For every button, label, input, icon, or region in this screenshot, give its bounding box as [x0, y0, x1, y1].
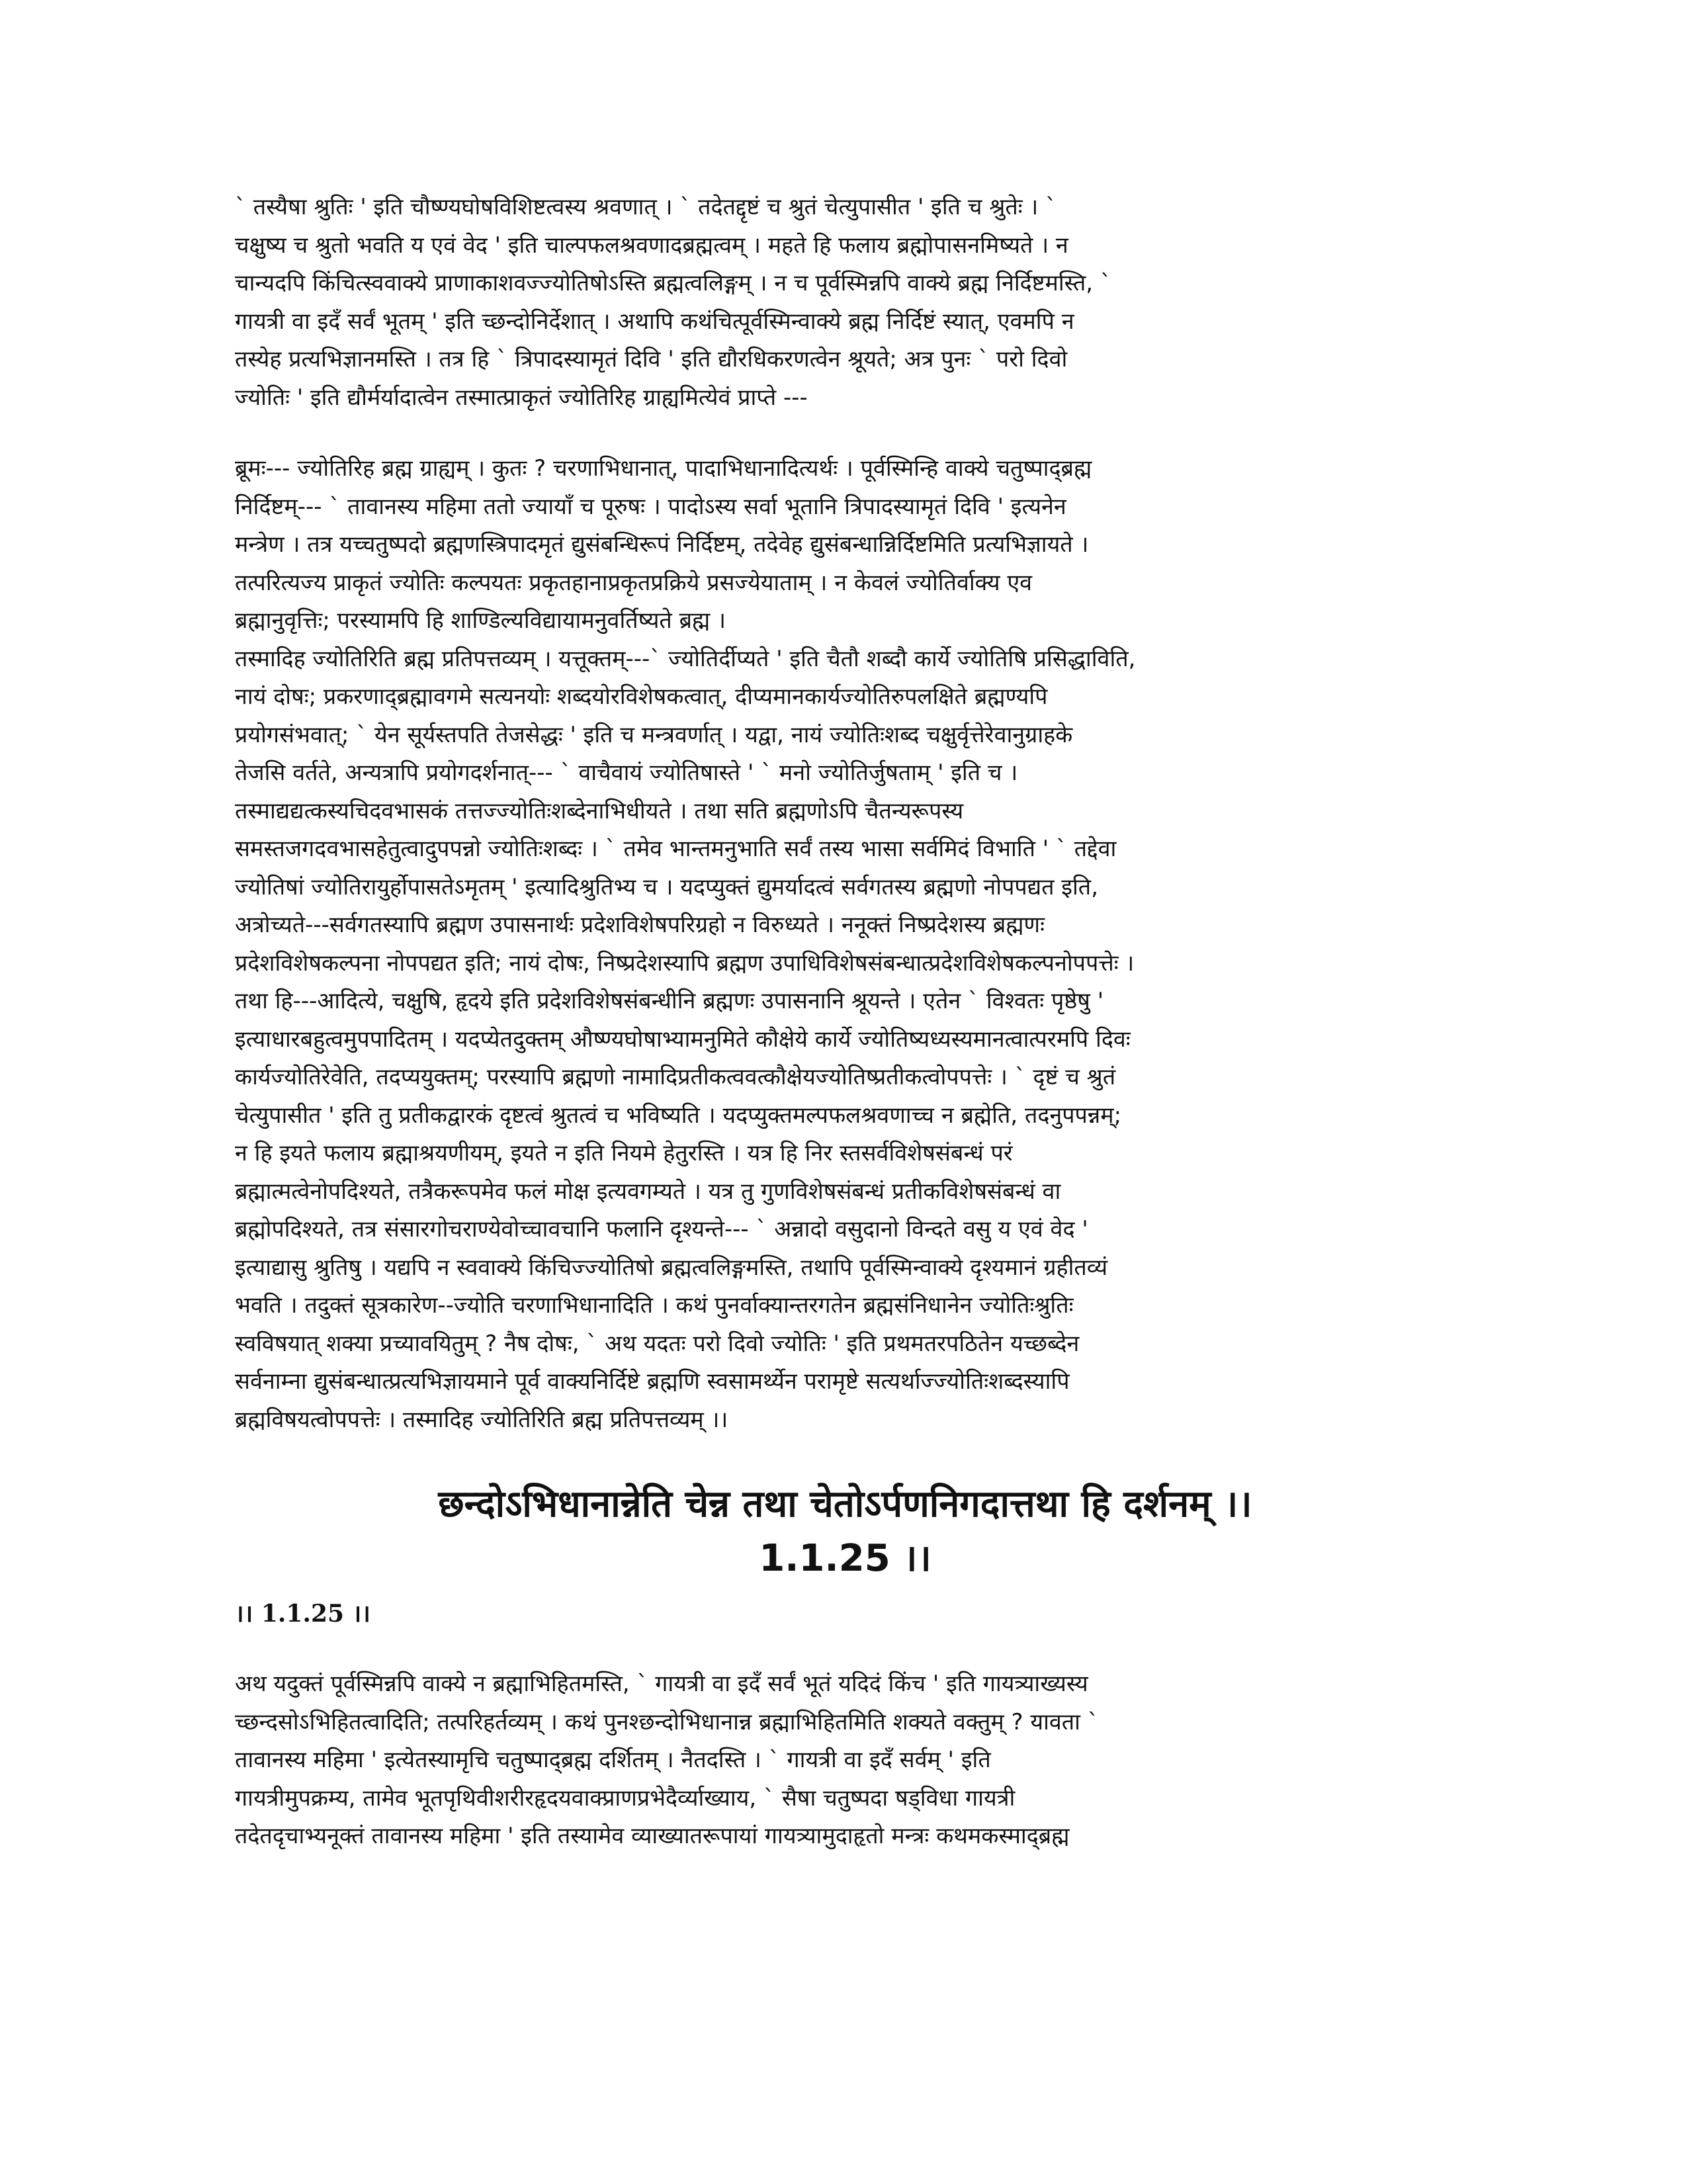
- text-line: ज्योतिः ' इति द्यौर्मर्यादात्वेन तस्मात्प्राकृतं ज्योतिरिह ग्राह्यमित्येवं प्राप्ते ---: [235, 384, 808, 411]
- commentary-paragraph: [235, 189, 1455, 417]
- text-line: तथा हि---आदित्ये, चक्षुषि, हृदये इति प्रदेशविशेषसंबन्धीनि ब्रह्मणः उपासनानि श्रूयन्ते । एतेन ` विश्वतः पृष्ठेषु ': [235, 988, 1104, 1014]
- text-line: तेजसि वर्तते, अन्यत्रापि प्रयोगदर्शनात्--- ` वाचैवायं ज्योतिषास्ते ' ` मनो ज्योतिर्जुषताम् ' इति च ।: [235, 760, 1018, 786]
- sutra-number: ।। 1.1.25 ।।: [235, 1600, 370, 1628]
- text-line: ब्रह्मानुवृत्तिः; परस्यामपि हि शाण्डिल्यविद्यायामनुवर्तिष्यते ब्रह्म ।: [235, 607, 726, 634]
- text-line: मन्त्रेण । तत्र यच्चतुष्पदो ब्रह्मणस्त्रिपादमृतं द्युसंबन्धिरूपं निर्दिष्टम्, तदेवेह द्युसंबन्धान्निर्दिष्टमिति प्रत्यभिज्ञायते ।: [235, 531, 1089, 558]
- text-line: अत्रोच्यते---सर्वगतस्यापि ब्रह्मण उपासनार्थः प्रदेशविशेषपरिग्रहो न विरुध्यते । ननूक्तं निष्प्रदेशस्य ब्रह्मणः: [235, 912, 1045, 938]
- commentary-paragraph: [235, 1665, 1455, 1856]
- text-line: स्वविषयात् शक्या प्रच्यावयितुम् ? नैष दोषः, ` अथ यदतः परो दिवो ज्योतिः ' इति प्रथमतरपठितेन यच्छब्देन: [235, 1330, 1080, 1357]
- text-line: न हि इयते फलाय ब्रह्माश्रयणीयम्, इयते न इति नियमे हेतुरस्ति । यत्र हि निर स्तसर्वविशेषसंबन्धं परं: [235, 1140, 1013, 1166]
- text-line: चान्यदपि किंचित्स्ववाक्ये प्राणाकाशवज्ज्योतिषोऽस्ति ब्रह्मत्वलिङ्गम् । न च पूर्वस्मिन्नपि वाक्ये ब्रह्म निर्दिष्टमस्ति, `: [235, 270, 1111, 296]
- text-line: ` तस्यैषा श्रुतिः ' इति चौष्ण्यघोषविशिष्टत्वस्य श्रवणात् । ` तदेतद्दृष्टं च श्रुतं चेत्युपासीत ' इति च श्रुतेः । `: [235, 194, 1057, 220]
- text-line: प्रयोगसंभवात्; ` येन सूर्यस्तपति तेजसेद्धः ' इति च मन्त्रवर्णात् । यद्वा, नायं ज्योतिःशब्द चक्षुर्वृत्तेरेवानुग्राहके: [235, 721, 1073, 748]
- text-line: अथ यदुक्तं पूर्वस्मिन्नपि वाक्ये न ब्रह्माभिहितमस्ति, ` गायत्री वा इदँ सर्वं भूतं यदिदं किंच ' इति गायत्र्याख्यस्य: [235, 1671, 1088, 1697]
- document-body: [235, 189, 1455, 1856]
- text-line: ब्रूमः--- ज्योतिरिह ब्रह्म ग्राह्यम् । कुतः ? चरणाभिधानात्, पादाभिधानादित्यर्थः । पूर्वस्मिन्हि वाक्ये चतुष्पाद्ब्रह्म: [235, 455, 1092, 482]
- text-line: ब्रह्मात्मत्वेनोपदिश्यते, तत्रैकरूपमेव फलं मोक्ष इत्यवगम्यते । यत्र तु गुणविशेषसंबन्धं प्रतीकविशेषसंबन्धं वा: [235, 1178, 1061, 1205]
- text-line: तस्येह प्रत्यभिज्ञानमस्ति । तत्र हि ` त्रिपादस्यामृतं दिवि ' इति द्यौरधिकरणत्वेन श्रूयते; अत्र पुनः ` परो दिवो: [235, 346, 1068, 372]
- text-line: नायं दोषः; प्रकरणाद्ब्रह्मावगमे सत्यनयोः शब्दयोरविशेषकत्वात्, दीप्यमानकार्यज्योतिरुपलक्षिते ब्रह्मण्यपि: [235, 683, 1048, 710]
- text-line: ब्रह्मविषयत्वोपपत्तेः । तस्मादिह ज्योतिरिति ब्रह्म प्रतिपत्तव्यम् ।।: [235, 1406, 728, 1433]
- text-line: तावानस्य महिमा ' इत्येतस्यामृचि चतुष्पाद्ब्रह्म दर्शितम् । नैतदस्ति । ` गायत्री वा इदँ सर्वम् ' इति: [235, 1747, 991, 1773]
- commentary-paragraph: [235, 450, 1455, 640]
- text-line: निर्दिष्टम्--- ` तावानस्य महिमा ततो ज्यायाँ च पूरुषः । पादोऽस्य सर्वा भूतानि त्रिपादस्यामृतं दिवि ' इत्यनेन: [235, 493, 1066, 520]
- text-line: सर्वनाम्ना द्युसंबन्धात्प्रत्यभिज्ञायमाने पूर्व वाक्यनिर्दिष्टे ब्रह्मणि स्वसामर्थ्येन परामृष्टे सत्यर्थाज्ज्योतिःशब्दस्यापि: [235, 1368, 1070, 1395]
- text-line: कार्यज्योतिरेवेति, तदप्ययुक्तम्; परस्यापि ब्रह्मणो नामादिप्रतीकत्ववत्कौक्षेयज्योतिष्प्रतीकत्वोपपत्तेः । ` दृष्टं च श्रुतं: [235, 1064, 1116, 1090]
- text-line: च्छन्दसोऽभिहितत्वादिति; तत्परिहर्तव्यम् । कथं पुनश्छन्दोभिधानान्न ब्रह्माभिहितमिति शक्यते वक्तुम् ? यावता `: [235, 1708, 1099, 1735]
- sutra-heading-line: छन्दोऽभिधानान्नेति चेन्न तथा चेतोऽर्पणनिगदात्तथा हि दर्शनम् ।।: [438, 1483, 1252, 1526]
- text-line: गायत्रीमुपक्रम्य, तामेव भूतपृथिवीशरीरहृदयवाक्प्राणप्रभेदैर्व्याख्याय, ` सैषा चतुष्पदा षड्विधा गायत्री: [235, 1784, 1016, 1812]
- text-line: तस्माद्यद्यत्कस्यचिदवभासकं तत्तज्ज्योतिःशब्देनाभिधीयते । तथा सति ब्रह्मणोऽपि चैतन्यरूपस्य: [235, 797, 964, 824]
- commentary-paragraph: [235, 640, 1455, 1440]
- text-line: चेत्युपासीत ' इति तु प्रतीकद्वारकं दृष्टत्वं श्रुतत्वं च भविष्यति । यदप्युक्तमल्पफलश्रवणाच्च न ब्रह्मेति, तदनुपपन्नम्;: [235, 1102, 1122, 1129]
- text-line: तस्मादिह ज्योतिरिति ब्रह्म प्रतिपत्तव्यम् । यत्तूक्तम्---` ज्योतिर्दीप्यते ' इति चैतौ शब्दौ कार्ये ज्योतिषि प्रसिद्धाविति,: [235, 645, 1136, 672]
- sutra-heading: [235, 1477, 1455, 1586]
- text-line: इत्याद्यासु श्रुतिषु । यद्यपि न स्ववाक्ये किंचिज्ज्योतिषो ब्रह्मत्वलिङ्गमस्ति, तथापि पूर्वस्मिन्वाक्ये दृश्यमानं ग्रहीतव्यं: [235, 1254, 1108, 1281]
- text-line: प्रदेशविशेषकल्पना नोपपद्यत इति; नायं दोषः, निष्प्रदेशस्यापि ब्रह्मण उपाधिविशेषसंबन्धात्प्रदेशविशेषकल्पनोपपत्तेः ।: [235, 949, 1135, 977]
- text-line: तदेतदृचाभ्यनूक्तं तावानस्य महिमा ' इति तस्यामेव व्याख्यातरूपायां गायत्र्यामुदाहृतो मन्त्रः कथमकस्माद्ब्रह्म: [235, 1823, 1070, 1849]
- text-line: समस्तजगदवभासहेतुत्वादुपपन्नो ज्योतिःशब्दः । ` तमेव भान्तमनुभाति सर्वं तस्य भासा सर्वमिदं विभाति ' ` तद्देवा: [235, 836, 1117, 862]
- text-line: तत्परित्यज्य प्राकृतं ज्योतिः कल्पयतः प्रकृतहानाप्रकृतप्रक्रिये प्रसज्येयाताम् । न केवलं ज्योतिर्वाक्य एव: [235, 569, 1033, 596]
- text-line: ब्रह्मोपदिश्यते, तत्र संसारगोचराण्येवोच्चावचानि फलानि दृश्यन्ते--- ` अन्नादो वसुदानो विन्दते वसु य एवं वेद ': [235, 1216, 1088, 1243]
- text-line: भवति । तदुक्तं सूत्रकारेण--ज्योति चरणाभिधानादिति । कथं पुनर्वाक्यान्तरगतेन ब्रह्मसंनिधानेन ज्योतिःश्रुतिः: [235, 1292, 1074, 1319]
- text-line: इत्याधारबहुत्वमुपपादितम् । यदप्येतदुक्तम् औष्ण्यघोषाभ्यामनुमिते कौक्षेये कार्ये ज्योतिष्यध्यस्यमानत्वात्परमपि दिवः: [235, 1026, 1131, 1053]
- text-line: ज्योतिषां ज्योतिरायुर्होपासतेऽमृतम् ' इत्यादिश्रुतिभ्य च । यदप्युक्तं द्युमर्यादत्वं सर्वगतस्य ब्रह्मणो नोपपद्यत इति,: [235, 873, 1098, 900]
- sutra-heading-line: 1.1.25 ।।: [759, 1537, 931, 1580]
- text-line: चक्षुष्य च श्रुतो भवति य एवं वेद ' इति चाल्पफलश्रवणादब्रह्मत्वम् । महते हि फलाय ब्रह्मोपासनमिष्यते । न: [235, 232, 1068, 259]
- text-line: गायत्री वा इदँ सर्वं भूतम् ' इति च्छन्दोनिर्देशात् । अथापि कथंचित्पूर्वस्मिन्वाक्ये ब्रह्म निर्दिष्टं स्यात्, एवमपि न: [235, 308, 1074, 335]
